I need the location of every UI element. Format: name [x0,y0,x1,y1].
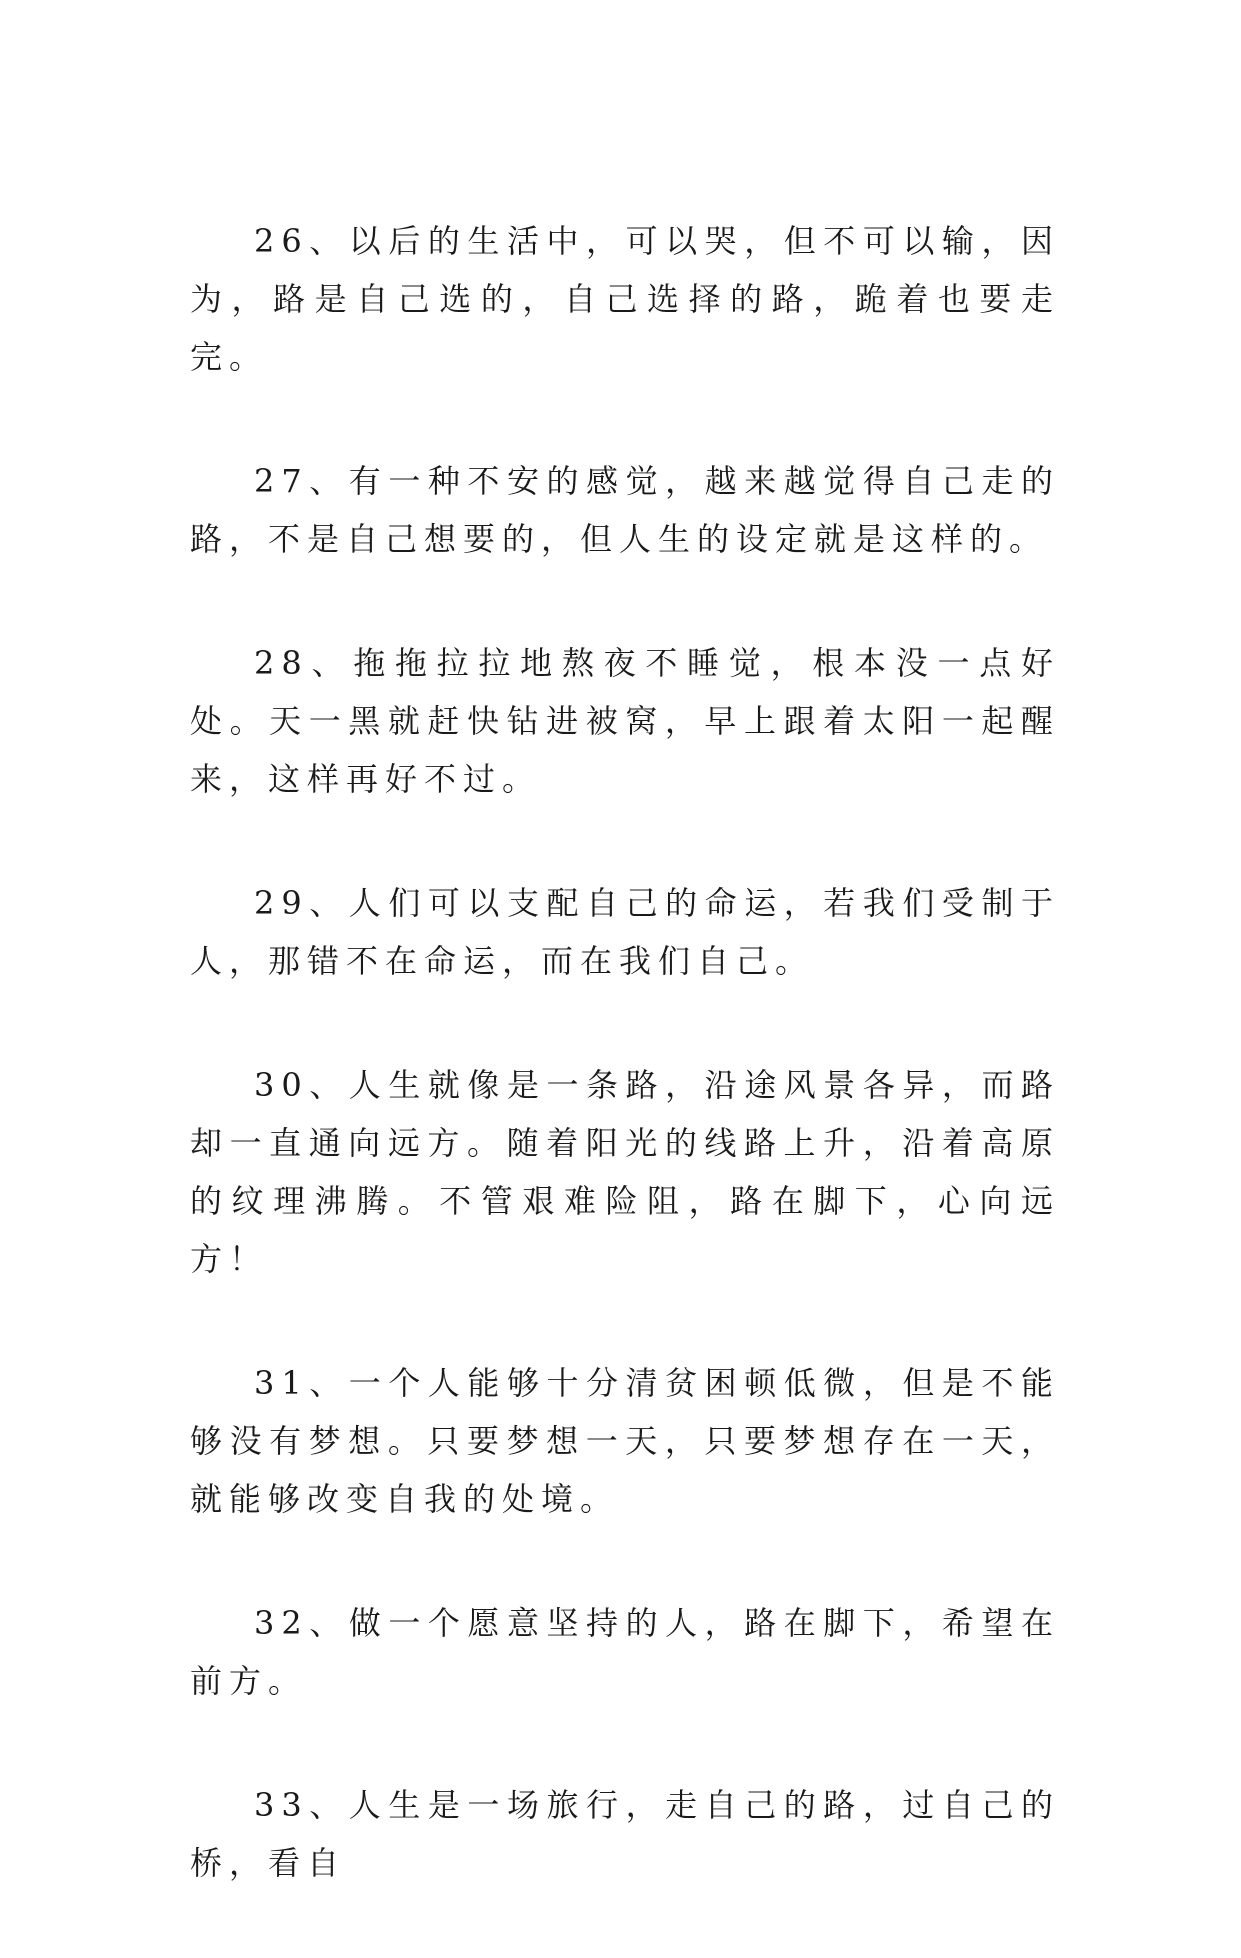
paragraph-26: 26、以后的生活中，可以哭，但不可以输，因为，路是自己选的，自己选择的路，跪着也要走完。 [190,222,1060,376]
paragraph-32: 32、做一个愿意坚持的人，路在脚下，希望在前方。 [190,1604,1060,1700]
paragraph-27: 27、有一种不安的感觉，越来越觉得自己走的路，不是自己想要的，但人生的设定就是这样的。 [190,462,1060,558]
paragraph-31: 31、一个人能够十分清贫困顿低微，但是不能够没有梦想。只要梦想一天，只要梦想存在一天，就能够改变自我的处境。 [190,1364,1060,1518]
document-body [190,212,1060,1958]
paragraph-28: 28、拖拖拉拉地熬夜不睡觉，根本没一点好处。天一黑就赶快钻进被窝，早上跟着太阳一起醒来，这样再好不过。 [190,644,1060,798]
paragraph-30: 30、人生就像是一条路，沿途风景各异，而路却一直通向远方。随着阳光的线路上升，沿着高原的纹理沸腾。不管艰难险阻，路在脚下，心向远方！ [190,1066,1060,1278]
paragraph-33: 33、人生是一场旅行，走自己的路，过自己的桥，看自 [190,1786,1060,1882]
paragraph-29: 29、人们可以支配自己的命运，若我们受制于人，那错不在命运，而在我们自己。 [190,884,1060,980]
